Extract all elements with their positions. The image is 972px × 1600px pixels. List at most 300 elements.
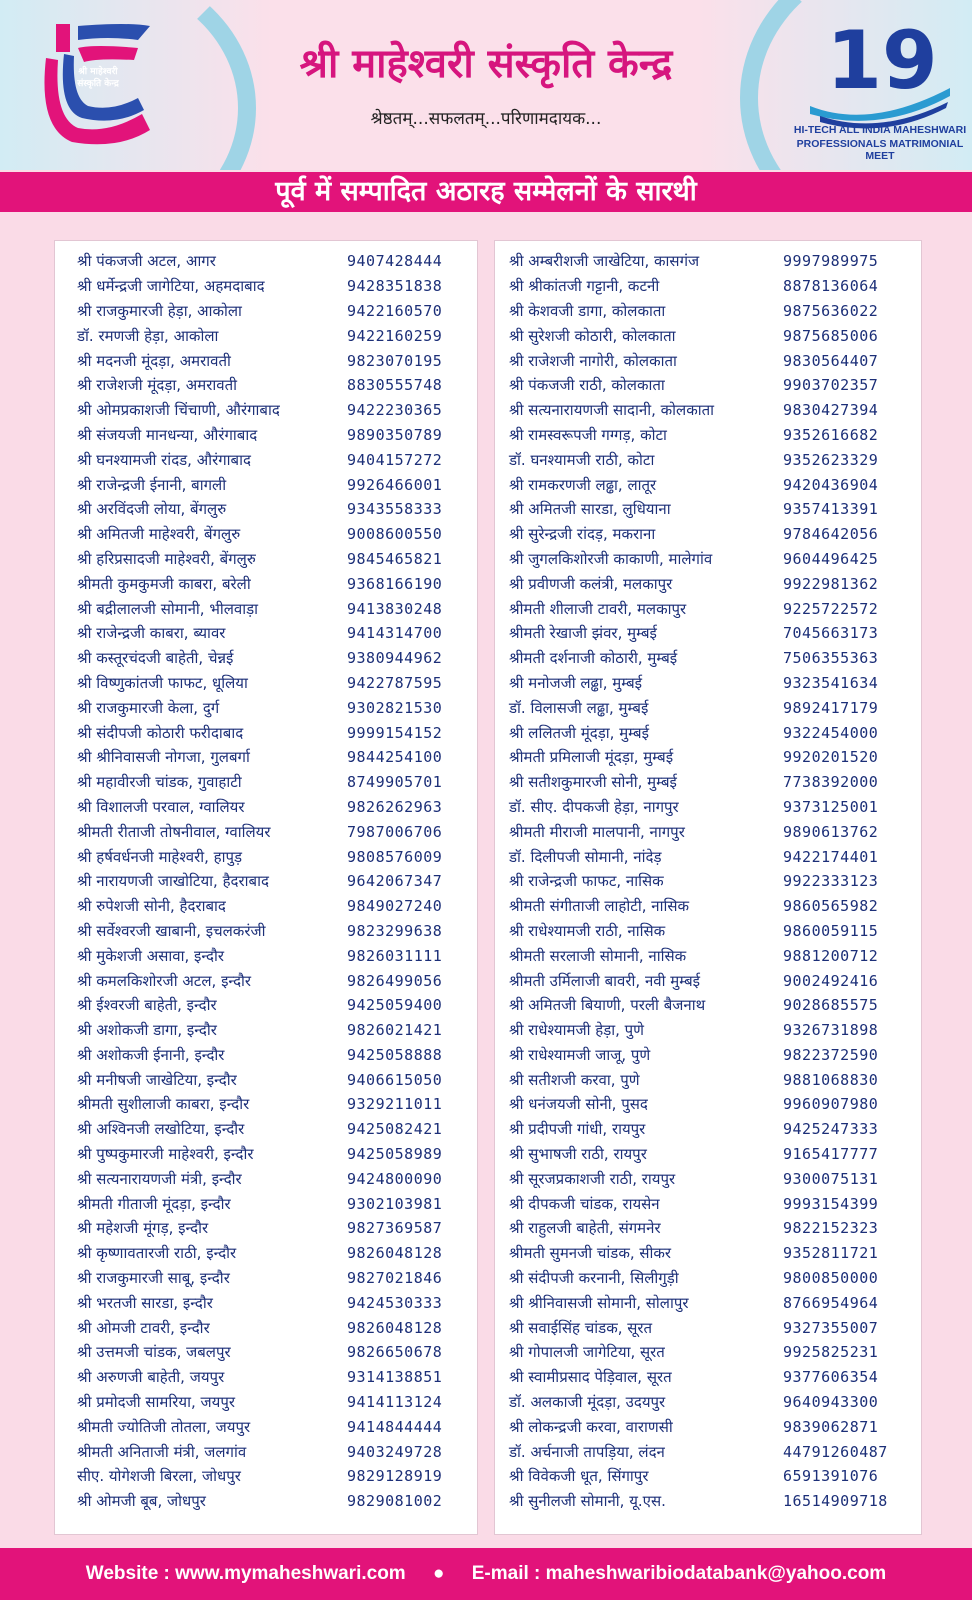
contact-phone: 9826031111 xyxy=(347,946,443,965)
list-item xyxy=(495,646,921,671)
logo-text-line1: श्री माहेश्वरी xyxy=(78,67,118,77)
list-item xyxy=(55,1191,477,1216)
contact-phone: 9839062871 xyxy=(783,1417,879,1436)
list-item xyxy=(495,1315,921,1340)
contact-name: श्री श्रीनिवासजी सोमानी, सोलापुर xyxy=(509,1293,689,1312)
list-item xyxy=(495,1043,921,1068)
contact-name: श्री अशोकजी डागा, इन्दौर xyxy=(77,1021,217,1040)
contact-name: श्री श्रीनिवासजी नोगजा, गुलबर्गा xyxy=(77,748,250,767)
list-item xyxy=(495,869,921,894)
list-item xyxy=(55,1092,477,1117)
contact-phone: 9800850000 xyxy=(783,1269,879,1288)
contact-phone: 9425058989 xyxy=(347,1145,443,1164)
list-item xyxy=(495,1290,921,1315)
contact-name: श्री महावीरजी चांडक, गुवाहाटी xyxy=(77,773,242,792)
contact-name: श्री बद्रीलालजी सोमानी, भीलवाड़ा xyxy=(77,599,259,618)
list-item xyxy=(55,522,477,547)
contact-list-left xyxy=(54,240,478,1535)
list-item xyxy=(55,993,477,1018)
contact-phone: 9604496425 xyxy=(783,549,879,568)
list-item xyxy=(55,1414,477,1439)
list-item xyxy=(495,993,921,1018)
contact-phone: 9352811721 xyxy=(783,1244,879,1263)
list-item xyxy=(55,795,477,820)
list-item xyxy=(55,894,477,919)
contact-name: श्री कृष्णावतारजी राठी, इन्दौर xyxy=(77,1244,237,1263)
list-item xyxy=(55,1439,477,1464)
list-item xyxy=(55,943,477,968)
list-item xyxy=(55,1489,477,1514)
contact-phone: 9424800090 xyxy=(347,1169,443,1188)
contact-name: श्री लोकन्द्रजी करवा, वाराणसी xyxy=(509,1417,673,1436)
contact-name: श्रीमती शीलाजी टावरी, मलकापुर xyxy=(509,599,687,618)
contact-name: श्री उत्तमजी चांडक, जबलपुर xyxy=(77,1343,231,1362)
contact-name: श्री विशालजी परवाल, ग्वालियर xyxy=(77,797,245,816)
contact-phone: 9892417179 xyxy=(783,698,879,717)
contact-name: श्री अशोकजी ईनानी, इन्दौर xyxy=(77,1045,225,1064)
contact-name: श्री गोपालजी जागेटिया, सूरत xyxy=(509,1343,665,1362)
list-item xyxy=(495,671,921,696)
contact-name: श्रीमती उर्मिलाजी बावरी, नवी मुम्बई xyxy=(509,971,701,990)
contact-phone: 9406615050 xyxy=(347,1070,443,1089)
list-item xyxy=(495,1142,921,1167)
header xyxy=(0,0,972,170)
contact-phone: 9784642056 xyxy=(783,525,879,544)
contact-phone: 7987006706 xyxy=(347,822,443,841)
contact-name: श्री विष्णुकांतजी फाफट, धूलिया xyxy=(77,673,248,692)
contact-name: श्री संजयजी मानधन्या, औरंगाबाद xyxy=(77,425,258,444)
list-item xyxy=(495,249,921,274)
contact-rows-right xyxy=(495,241,921,1514)
contact-phone: 9404157272 xyxy=(347,450,443,469)
contact-name: श्री रामस्वरूपजी गग्गड़, कोटा xyxy=(509,425,667,444)
contact-name: श्रीमती गीताजी मूंदड़ा, इन्दौर xyxy=(77,1194,231,1213)
contact-phone: 9425058888 xyxy=(347,1045,443,1064)
contact-phone: 8878136064 xyxy=(783,277,879,296)
contact-phone: 9300075131 xyxy=(783,1169,879,1188)
contact-name: श्री प्रदीपजी गांधी, रायपुर xyxy=(509,1120,646,1139)
contact-name: श्री संदीपजी करनानी, सिलीगुड़ी xyxy=(509,1269,679,1288)
list-item xyxy=(495,1365,921,1390)
contact-phone: 9997989975 xyxy=(783,252,879,271)
contact-phone: 9357413391 xyxy=(783,500,879,519)
list-item xyxy=(55,274,477,299)
contact-phone: 9422174401 xyxy=(783,847,879,866)
contact-phone: 9642067347 xyxy=(347,872,443,891)
list-item xyxy=(495,1092,921,1117)
contact-phone: 9640943300 xyxy=(783,1393,879,1412)
list-item xyxy=(55,596,477,621)
list-item xyxy=(495,522,921,547)
contact-phone: 9028685575 xyxy=(783,996,879,1015)
contact-name: श्रीमती दर्शनाजी कोठारी, मुम्बई xyxy=(509,649,678,668)
list-item xyxy=(495,398,921,423)
list-item xyxy=(55,621,477,646)
contact-phone: 9314138851 xyxy=(347,1368,443,1387)
list-item xyxy=(55,1390,477,1415)
contact-phone: 9425082421 xyxy=(347,1120,443,1139)
contact-phone: 9926466001 xyxy=(347,475,443,494)
contact-name: श्रीमती संगीताजी लाहोटी, नासिक xyxy=(509,897,690,916)
list-item xyxy=(495,770,921,795)
list-item xyxy=(55,1340,477,1365)
list-item xyxy=(55,299,477,324)
contact-name: श्री सत्यनारायणजी मंत्री, इन्दौर xyxy=(77,1169,242,1188)
list-item xyxy=(55,348,477,373)
list-item xyxy=(55,919,477,944)
contact-phone: 9380944962 xyxy=(347,649,443,668)
list-item xyxy=(495,447,921,472)
contact-name: श्री राजेन्द्रजी काबरा, ब्यावर xyxy=(77,624,226,643)
contact-name: श्री राधेश्यामजी राठी, नासिक xyxy=(509,921,666,940)
contact-name: श्री अमितजी माहेश्वरी, बेंगलुरु xyxy=(77,525,241,544)
contact-phone: 9875636022 xyxy=(783,301,879,320)
list-item xyxy=(495,1489,921,1514)
list-item xyxy=(55,1266,477,1291)
contact-phone: 9420436904 xyxy=(783,475,879,494)
contact-name: श्री कस्तूरचंदजी बाहेती, चेन्नई xyxy=(77,649,234,668)
contact-phone: 9326731898 xyxy=(783,1021,879,1040)
list-item xyxy=(55,1365,477,1390)
contact-name: श्री सतीशजी करवा, पुणे xyxy=(509,1070,640,1089)
contact-phone: 9826021421 xyxy=(347,1021,443,1040)
footer xyxy=(0,1548,972,1600)
website-link[interactable]: Website : www.mymaheshwari.com xyxy=(85,1563,406,1584)
contact-phone: 9960907980 xyxy=(783,1095,879,1114)
contact-name: श्री जुगलकिशोरजी काकाणी, मालेगांव xyxy=(509,549,713,568)
contact-phone: 9922981362 xyxy=(783,574,879,593)
contact-name: श्री पुष्पकुमारजी माहेश्वरी, इन्दौर xyxy=(77,1145,254,1164)
contact-name: श्री पंकजजी अटल, आगर xyxy=(77,252,216,271)
list-item xyxy=(495,943,921,968)
contact-phone: 9422160259 xyxy=(347,326,443,345)
list-item xyxy=(55,472,477,497)
contact-phone: 9407428444 xyxy=(347,252,443,271)
contact-phone: 9999154152 xyxy=(347,723,443,742)
list-item xyxy=(495,894,921,919)
list-item xyxy=(55,1290,477,1315)
contact-name: श्रीमती कुमकुमजी काबरा, बरेली xyxy=(77,574,251,593)
contact-name: श्री ओमप्रकाशजी चिंचाणी, औरंगाबाद xyxy=(77,401,280,420)
contact-phone: 9844254100 xyxy=(347,748,443,767)
contact-phone: 8749905701 xyxy=(347,773,443,792)
contact-phone: 9925825231 xyxy=(783,1343,879,1362)
contact-phone: 9424530333 xyxy=(347,1293,443,1312)
contact-phone: 9329211011 xyxy=(347,1095,443,1114)
list-item xyxy=(495,844,921,869)
contact-phone: 9849027240 xyxy=(347,897,443,916)
contact-phone: 9830427394 xyxy=(783,401,879,420)
contact-name: श्री राहुलजी बाहेती, संगमनेर xyxy=(509,1219,661,1238)
contact-name: श्री मनीषजी जाखेटिया, इन्दौर xyxy=(77,1070,237,1089)
contact-name: श्री सुभाषजी राठी, रायपुर xyxy=(509,1145,647,1164)
page-title: श्री माहेश्वरी संस्कृति केन्द्र xyxy=(299,41,673,87)
contact-phone: 9827021846 xyxy=(347,1269,443,1288)
contact-name: डॉ. सीए. दीपकजी हेड़ा, नागपुर xyxy=(509,797,679,816)
contact-name: श्री महेशजी मूंगड़, इन्दौर xyxy=(77,1219,209,1238)
contact-name: श्री नारायणजी जाखोटिया, हैदराबाद xyxy=(77,872,269,891)
list-item xyxy=(495,1191,921,1216)
contact-phone: 9322454000 xyxy=(783,723,879,742)
contact-name: श्रीमती अनिताजी मंत्री, जलगांव xyxy=(77,1442,247,1461)
contact-name: श्री राधेश्यामजी जाजू, पुणे xyxy=(509,1045,651,1064)
contact-name: श्री अरविंदजी लोया, बेंगलुरु xyxy=(77,500,227,519)
contact-phone: 9327355007 xyxy=(783,1318,879,1337)
contact-name: श्री राजकुमारजी केला, दुर्ग xyxy=(77,698,220,717)
list-item xyxy=(55,968,477,993)
contact-name: श्री सुरेन्द्रजी रांदड़, मकराना xyxy=(509,525,656,544)
contact-name: श्री संदीपजी कोठारी फरीदाबाद xyxy=(77,723,244,742)
contact-name: श्री ओमजी बूब, जोधपुर xyxy=(77,1492,206,1511)
contact-rows-left xyxy=(55,241,477,1514)
contact-name: श्रीमती रीताजी तोषनीवाल, ग्वालियर xyxy=(77,822,271,841)
contact-phone: 9302821530 xyxy=(347,698,443,717)
contact-phone: 9373125001 xyxy=(783,797,879,816)
contact-phone: 9323541634 xyxy=(783,673,879,692)
contact-name: श्रीमती सुमनजी चांडक, सीकर xyxy=(509,1244,672,1263)
contact-phone: 9352623329 xyxy=(783,450,879,469)
contact-phone: 9993154399 xyxy=(783,1194,879,1213)
contact-phone: 9823070195 xyxy=(347,351,443,370)
list-item xyxy=(55,1315,477,1340)
list-item xyxy=(55,1117,477,1142)
contact-name: श्री राजकुमारजी हेड़ा, आकोला xyxy=(77,301,242,320)
contact-phone: 9428351838 xyxy=(347,277,443,296)
contact-phone: 9368166190 xyxy=(347,574,443,593)
contact-name: श्री ईश्वरजी बाहेती, इन्दौर xyxy=(77,996,217,1015)
contact-name: श्री स्वामीप्रसाद पेड़िवाल, सूरत xyxy=(509,1368,672,1387)
contact-phone: 9343558333 xyxy=(347,500,443,519)
contact-name: डॉ. दिलीपजी सोमानी, नांदेड़ xyxy=(509,847,662,866)
contact-name: श्री रुपेशजी सोनी, हैदराबाद xyxy=(77,897,226,916)
list-item xyxy=(495,1166,921,1191)
list-item xyxy=(495,1216,921,1241)
contact-name: डॉ. विलासजी लढ्ढा, मुम्बई xyxy=(509,698,649,717)
contact-phone: 9829081002 xyxy=(347,1492,443,1511)
contact-name: श्री घनश्यामजी रांदड, औरंगाबाद xyxy=(77,450,251,469)
list-item xyxy=(55,447,477,472)
contact-phone: 9165417777 xyxy=(783,1145,879,1164)
list-item xyxy=(55,671,477,696)
contact-phone: 9860565982 xyxy=(783,897,879,916)
contact-name: श्री विवेकजी धूत, सिंगापुर xyxy=(509,1467,649,1486)
contact-name: श्री अश्विनजी लखोटिया, इन्दौर xyxy=(77,1120,245,1139)
list-item xyxy=(55,869,477,894)
section-banner: पूर्व में सम्पादित अठारह सम्मेलनों के सारथी xyxy=(0,172,972,212)
contact-name: श्री मुकेशजी असावा, इन्दौर xyxy=(77,946,224,965)
contact-phone: 9414844444 xyxy=(347,1417,443,1436)
list-item xyxy=(55,547,477,572)
contact-name: श्री राजकुमारजी साबू, इन्दौर xyxy=(77,1269,230,1288)
footer-separator: ● xyxy=(432,1563,445,1584)
contact-name: डॉ. अर्चनाजी तापड़िया, लंदन xyxy=(509,1442,665,1461)
contact-phone: 9826262963 xyxy=(347,797,443,816)
list-item xyxy=(55,646,477,671)
list-item xyxy=(495,299,921,324)
contact-phone: 9377606354 xyxy=(783,1368,879,1387)
logo-text-line2: संस्कृति केन्द्र xyxy=(77,79,119,89)
list-item xyxy=(55,1018,477,1043)
contact-name: श्री हरिप्रसादजी माहेश्वरी, बेंगलुरु xyxy=(77,549,256,568)
contact-phone: 9225722572 xyxy=(783,599,879,618)
contact-name: श्रीमती मीराजी मालपानी, नागपुर xyxy=(509,822,685,841)
list-item xyxy=(55,745,477,770)
contact-name: श्री पंकजजी राठी, कोलकाता xyxy=(509,376,665,395)
contact-phone: 44791260487 xyxy=(783,1442,888,1461)
list-item xyxy=(55,819,477,844)
list-item xyxy=(55,1216,477,1241)
contact-name: डॉ. घनश्यामजी राठी, कोटा xyxy=(509,450,655,469)
logo-text xyxy=(62,66,134,90)
list-item xyxy=(495,323,921,348)
contact-name: श्री मदनजी मूंदड़ा, अमरावती xyxy=(77,351,231,370)
contact-phone: 7045663173 xyxy=(783,624,879,643)
meet-number-text: 19 xyxy=(826,14,938,107)
contact-name: श्री सुनीलजी सोमानी, यू.एस. xyxy=(509,1492,666,1511)
contact-name: श्री राजेशजी मूंदड़ा, अमरावती xyxy=(77,376,238,395)
list-item xyxy=(55,1241,477,1266)
contact-phone: 9830564407 xyxy=(783,351,879,370)
contact-name: श्री राधेश्यामजी हेड़ा, पुणे xyxy=(509,1021,645,1040)
list-item xyxy=(495,621,921,646)
tagline: श्रेष्ठतम्...सफलतम्...परिणामदायक... xyxy=(370,109,602,129)
contact-phone: 16514909718 xyxy=(783,1492,888,1511)
contact-list-right xyxy=(494,240,922,1535)
list-item xyxy=(495,274,921,299)
contact-phone: 9425247333 xyxy=(783,1120,879,1139)
list-item xyxy=(495,720,921,745)
list-item xyxy=(495,596,921,621)
contact-phone: 9890613762 xyxy=(783,822,879,841)
list-item xyxy=(495,695,921,720)
contact-name: श्री अरुणजी बाहेती, जयपुर xyxy=(77,1368,225,1387)
contact-name: डॉ. अलकाजी मूंदड़ा, उदयपुर xyxy=(509,1393,666,1412)
contact-phone: 7738392000 xyxy=(783,773,879,792)
contact-name: श्रीमती सुशीलाजी काबरा, इन्दौर xyxy=(77,1095,250,1114)
contact-phone: 9822372590 xyxy=(783,1045,879,1064)
contact-name: श्रीमती प्रमिलाजी मूंदड़ा, मुम्बई xyxy=(509,748,674,767)
list-item xyxy=(495,1018,921,1043)
contact-name: श्री धर्मेन्द्रजी जागेटिया, अहमदाबाद xyxy=(77,277,265,296)
contact-phone: 9826048128 xyxy=(347,1318,443,1337)
list-item xyxy=(55,323,477,348)
email-link[interactable]: E-mail : maheshwaribiodatabank@yahoo.com xyxy=(471,1563,887,1584)
contact-phone: 8766954964 xyxy=(783,1293,879,1312)
list-item xyxy=(495,1414,921,1439)
list-item xyxy=(55,497,477,522)
contact-phone: 9002492416 xyxy=(783,971,879,990)
contact-name: श्री धनंजयजी सोनी, पुसद xyxy=(509,1095,648,1114)
list-item xyxy=(495,1464,921,1489)
list-item xyxy=(55,1043,477,1068)
list-item xyxy=(495,1390,921,1415)
meet-title-line2: PROFESSIONALS MATRIMONIAL MEET xyxy=(796,138,964,162)
list-item xyxy=(55,423,477,448)
list-item xyxy=(55,571,477,596)
list-item xyxy=(495,819,921,844)
contact-phone: 9422787595 xyxy=(347,673,443,692)
list-item xyxy=(495,1067,921,1092)
contact-name: श्री मनोजजी लढ्ढा, मुम्बई xyxy=(509,673,643,692)
contact-phone: 9414113124 xyxy=(347,1393,443,1412)
contact-phone: 9422230365 xyxy=(347,401,443,420)
list-item xyxy=(55,398,477,423)
contact-name: श्री अम्बरीशजी जाखेटिया, कासगंज xyxy=(509,252,700,271)
contact-name: डॉ. रमणजी हेड़ा, आकोला xyxy=(77,326,219,345)
contact-phone: 9008600550 xyxy=(347,525,443,544)
contact-phone: 9922333123 xyxy=(783,872,879,891)
contact-name: सीए. योगेशजी बिरला, जोधपुर xyxy=(77,1467,241,1486)
contact-name: श्री राजेन्द्रजी फाफट, नासिक xyxy=(509,872,664,891)
list-item xyxy=(55,1166,477,1191)
list-item xyxy=(495,1340,921,1365)
list-item xyxy=(495,919,921,944)
list-item xyxy=(495,547,921,572)
list-item xyxy=(495,472,921,497)
contact-phone: 9413830248 xyxy=(347,599,443,618)
contact-phone: 9827369587 xyxy=(347,1219,443,1238)
contact-phone: 9829128919 xyxy=(347,1467,443,1486)
meet-title-line1: HI-TECH ALL INDIA MAHESHWARI xyxy=(793,124,967,136)
contact-phone: 9822152323 xyxy=(783,1219,879,1238)
list-item xyxy=(55,844,477,869)
contact-phone: 9302103981 xyxy=(347,1194,443,1213)
list-item xyxy=(495,497,921,522)
list-item xyxy=(495,423,921,448)
contact-name: श्री सूरजप्रकाशजी राठी, रायपुर xyxy=(509,1169,676,1188)
list-item xyxy=(495,1439,921,1464)
contact-phone: 9881068830 xyxy=(783,1070,879,1089)
contact-phone: 9352616682 xyxy=(783,425,879,444)
contact-phone: 9403249728 xyxy=(347,1442,443,1461)
list-item xyxy=(495,348,921,373)
list-item xyxy=(495,1266,921,1291)
contact-phone: 8830555748 xyxy=(347,376,443,395)
contact-name: श्री रामकरणजी लढ्ढा, लातूर xyxy=(509,475,657,494)
contact-name: श्री भरतजी सारडा, इन्दौर xyxy=(77,1293,213,1312)
list-item xyxy=(55,249,477,274)
contact-name: श्री सतीशकुमारजी सोनी, मुम्बई xyxy=(509,773,677,792)
list-item xyxy=(495,795,921,820)
contact-name: श्रीमती रेखाजी झंवर, मुम्बई xyxy=(509,624,657,643)
contact-name: श्री अमितजी सारडा, लुधियाना xyxy=(509,500,671,519)
list-item xyxy=(55,1464,477,1489)
contact-phone: 9860059115 xyxy=(783,921,879,940)
contact-name: श्रीमती सरलाजी सोमानी, नासिक xyxy=(509,946,687,965)
list-item xyxy=(55,1067,477,1092)
contact-name: श्री प्रवीणजी कलंत्री, मलकापुर xyxy=(509,574,673,593)
contact-name: श्री श्रीकांतजी गट्टानी, कटनी xyxy=(509,277,660,296)
contact-phone: 9875685006 xyxy=(783,326,879,345)
contact-name: श्री राजेशजी नागोरी, कोलकाता xyxy=(509,351,677,370)
contact-name: श्री प्रमोदजी सामरिया, जयपुर xyxy=(77,1393,236,1412)
contact-phone: 9425059400 xyxy=(347,996,443,1015)
contact-name: श्री अमितजी बियाणी, परली बैजनाथ xyxy=(509,996,706,1015)
contact-name: श्री केशवजी डागा, कोलकाता xyxy=(509,301,666,320)
list-item xyxy=(55,373,477,398)
contact-phone: 6591391076 xyxy=(783,1467,879,1486)
contact-name: श्री ललितजी मूंदड़ा, मुम्बई xyxy=(509,723,649,742)
contact-name: श्री सुरेशजी कोठारी, कोलकाता xyxy=(509,326,676,345)
contact-name: श्रीमती ज्योतिजी तोतला, जयपुर xyxy=(77,1417,251,1436)
contact-name: श्री दीपकजी चांडक, रायसेन xyxy=(509,1194,660,1213)
contact-phone: 9826499056 xyxy=(347,971,443,990)
contact-phone: 9414314700 xyxy=(347,624,443,643)
contact-name: श्री सवाईसिंह चांडक, सूरत xyxy=(509,1318,653,1337)
list-item xyxy=(55,720,477,745)
contact-name: श्री ओमजी टावरी, इन्दौर xyxy=(77,1318,210,1337)
list-item xyxy=(55,770,477,795)
